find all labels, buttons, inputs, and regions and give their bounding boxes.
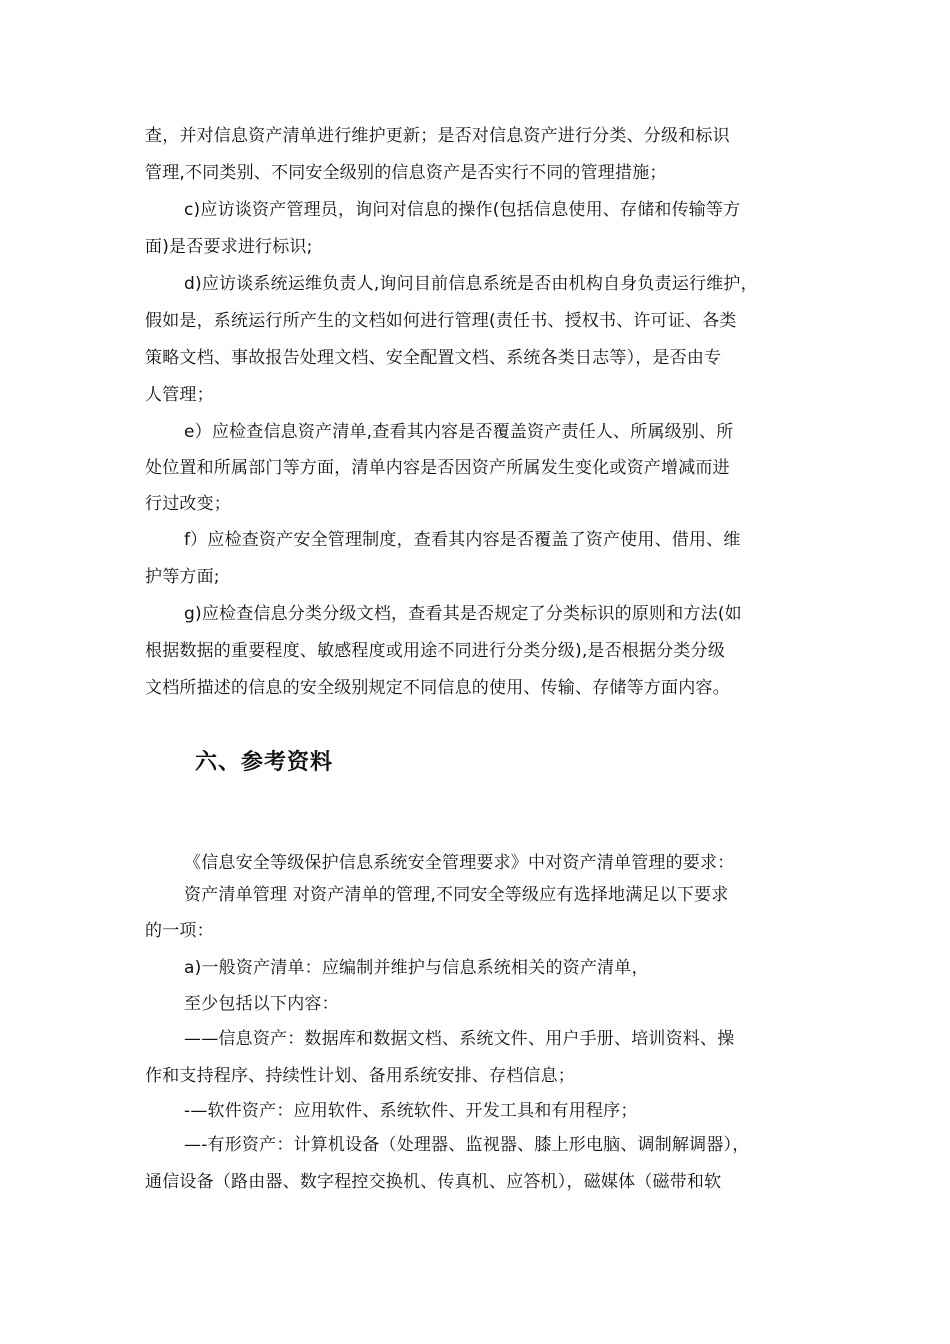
paragraph-line: -—软件资产：应用软件、系统软件、开发工具和有用程序； <box>184 1101 638 1121</box>
paragraph-line: e）应检查信息资产清单,查看其内容是否覆盖资产责任人、所属级别、所 <box>184 422 734 442</box>
paragraph-line: 作和支持程序、持续性计划、备用系统安排、存档信息； <box>145 1066 575 1086</box>
paragraph-line: c)应访谈资产管理员，询问对信息的操作(包括信息使用、存储和传输等方 <box>184 200 741 220</box>
paragraph-line: 根据数据的重要程度、敏感程度或用途不同进行分类分级),是否根据分类分级 <box>145 641 726 661</box>
paragraph-line: ——信息资产：数据库和数据文档、系统文件、用户手册、培训资料、操 <box>184 1029 735 1049</box>
section-heading: 六、参考资料 <box>195 750 334 775</box>
paragraph-line: 文档所描述的信息的安全级别规定不同信息的使用、传输、存储等方面内容。 <box>145 678 730 698</box>
paragraph-line: 护等方面; <box>145 567 220 587</box>
paragraph-line: d)应访谈系统运维负责人,询问目前信息系统是否由机构自身负责运行维护， <box>184 274 758 294</box>
paragraph-line: g)应检查信息分类分级文档，查看其是否规定了分类标识的原则和方法(如 <box>184 604 742 624</box>
paragraph-line: a)一般资产清单：应编制并维护与信息系统相关的资产清单， <box>184 958 649 978</box>
paragraph-line: f）应检查资产安全管理制度，查看其内容是否覆盖了资产使用、借用、维 <box>184 530 741 550</box>
paragraph-line: 资产清单管理 对资产清单的管理,不同安全等级应有选择地满足以下要求 <box>184 885 729 905</box>
paragraph-line: 行过改变； <box>145 494 231 514</box>
paragraph-line: 至少包括以下内容： <box>184 994 339 1014</box>
paragraph-line: 处位置和所属部门等方面，清单内容是否因资产所属发生变化或资产增减而进 <box>145 458 730 478</box>
paragraph-line: 的一项： <box>145 921 214 941</box>
paragraph-line: 策略文档、事故报告处理文档、安全配置文档、系统各类日志等），是否由专 <box>145 348 722 368</box>
paragraph-line: —-有形资产：计算机设备（处理器、监视器、膝上形电脑、调制解调器）， <box>184 1135 750 1155</box>
paragraph-line: 查，并对信息资产清单进行维护更新；是否对信息资产进行分类、分级和标识 <box>145 126 730 146</box>
paragraph-line: 《信息安全等级保护信息系统安全管理要求》中对资产清单管理的要求： <box>184 853 735 873</box>
paragraph-line: 假如是，系统运行所产生的文档如何进行管理(责任书、授权书、许可证、各类 <box>145 311 737 331</box>
paragraph-line: 通信设备（路由器、数字程控交换机、传真机、应答机），磁媒体（磁带和软 <box>145 1172 722 1192</box>
paragraph-line: 人管理； <box>145 385 214 405</box>
paragraph-line: 面)是否要求进行标识; <box>145 237 313 257</box>
paragraph-line: 管理,不同类别、不同安全级别的信息资产是否实行不同的管理措施； <box>145 163 667 183</box>
